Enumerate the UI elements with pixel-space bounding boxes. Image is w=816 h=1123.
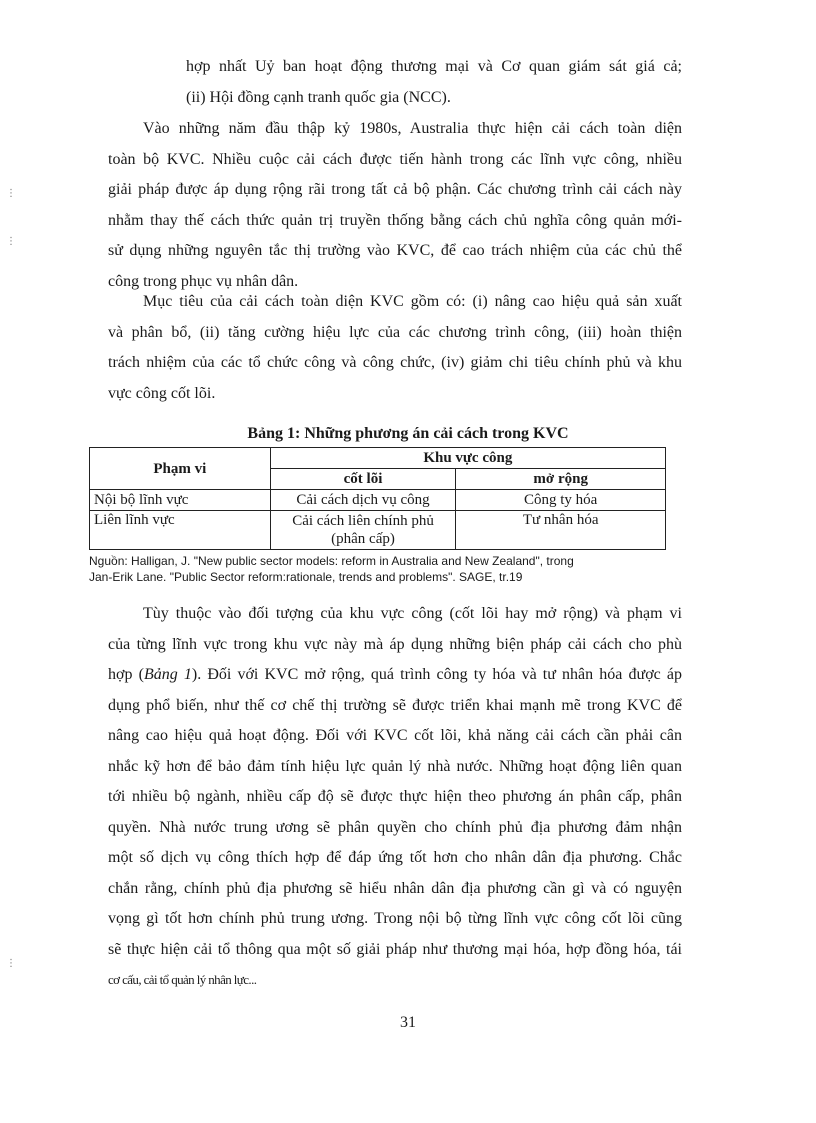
text-line: vọng gì tốt hơn chính phủ trung ương. Trong nội bộ từng lĩnh vực công cốt lõi cũng bbox=[108, 910, 682, 927]
text-line: công trong phục vụ nhân dân. bbox=[108, 272, 299, 290]
text-line: của từng lĩnh vực trong khu vực này mà áp dụng những biện pháp cải cách cho phù bbox=[108, 635, 682, 653]
text-line: (ii) Hội đồng cạnh tranh quốc gia (NCC). bbox=[186, 88, 451, 106]
text-line: cơ cấu, cải tổ quản lý nhân lực... bbox=[108, 972, 257, 987]
text-fragment: hợp ( bbox=[108, 666, 144, 683]
header-scope: Phạm vi bbox=[90, 448, 271, 490]
text-line: tới nhiều bộ ngành, nhiều cấp độ sẽ được thực hiện theo phương án phân cấp, phân bbox=[108, 788, 682, 805]
text-line: toàn bộ KVC. Nhiều cuộc cải cách được tiến hành trong các lĩnh vực công, nhiều bbox=[108, 150, 682, 168]
cell-core: Cải cách dịch vụ công bbox=[270, 490, 456, 511]
source-line: Jan-Erik Lane. "Public Sector reform:rationale, trends and problems". SAGE, tr.19 bbox=[89, 570, 523, 584]
text-line: vực công cốt lõi. bbox=[108, 384, 216, 402]
text-line: nhằm thay thế cách thức quản trị truyền thống bằng cách chủ nghĩa công quản mới- bbox=[108, 211, 682, 229]
cell-scope: Liên lĩnh vực bbox=[90, 511, 271, 550]
header-extended: mở rộng bbox=[456, 469, 666, 490]
paragraph-top bbox=[186, 52, 682, 113]
text-line: giải pháp được áp dụng rộng rãi trong tất cả bộ phận. Các chương trình cải cách này bbox=[108, 181, 682, 198]
cell-core-note: (phân cấp) bbox=[331, 531, 395, 547]
text-line: nâng cao hiệu quả hoạt động. Đối với KVC cốt lõi, khả năng cải cách cần phải cân bbox=[108, 727, 682, 744]
text-line: sử dụng những nguyên tắc thị trường vào KVC, để cao trách nhiệm của các chủ thể bbox=[108, 242, 682, 259]
cell-extended: Tư nhân hóa bbox=[456, 511, 666, 550]
cell-core-text: Cải cách liên chính phủ bbox=[292, 513, 434, 529]
text-line: nhắc kỹ hơn để bảo đảm tính hiệu lực quản lý nhà nước. Những hoạt động liên quan bbox=[108, 757, 682, 775]
margin-mark: ⋮ bbox=[6, 188, 16, 199]
text-line bbox=[108, 660, 682, 691]
text-line: chắn rằng, chính phủ địa phương sẽ hiểu nhân dân địa phương cần gì và có nguyện bbox=[108, 879, 682, 897]
text-line: và phân bổ, (ii) tăng cường hiệu lực của các chương trình công, (iii) hoàn thiện bbox=[108, 323, 682, 341]
paragraph-reform bbox=[108, 114, 682, 297]
text-line: Tùy thuộc vào đối tượng của khu vực công (cốt lõi hay mở rộng) và phạm vi bbox=[143, 605, 682, 622]
cell-extended: Công ty hóa bbox=[456, 490, 666, 511]
text-line: hợp nhất Uỷ ban hoạt động thương mại và Cơ quan giám sát giá cả; bbox=[186, 58, 682, 75]
reform-options-table bbox=[89, 447, 666, 550]
text-line: sẽ thực hiện cải tổ thông qua một số giải pháp như thương mại hóa, hợp đồng hóa, tái bbox=[108, 940, 682, 958]
source-line: Nguồn: Halligan, J. "New public sector models: reform in Australia and New Zealand", trong bbox=[89, 554, 574, 568]
text-line: trách nhiệm của các tổ chức công và công chức, (iv) giảm chi tiêu chính phủ và khu bbox=[108, 354, 682, 371]
cell-core bbox=[270, 511, 456, 550]
text-line: quyền. Nhà nước trung ương sẽ phân quyền cho chính phủ địa phương đảm nhận bbox=[108, 818, 682, 836]
paragraph-goals bbox=[108, 287, 682, 409]
page-number: 31 bbox=[400, 1014, 416, 1031]
paragraph-apply bbox=[108, 599, 682, 996]
text-fragment: ). Đối với KVC mở rộng, quá trình công ty hóa và tư nhân hóa được áp bbox=[191, 666, 683, 683]
text-line: Mục tiêu của cải cách toàn diện KVC gồm có: (i) nâng cao hiệu quả sản xuất bbox=[143, 293, 682, 310]
text-line: Vào những năm đầu thập kỷ 1980s, Australia thực hiện cải cách toàn diện bbox=[143, 120, 682, 137]
table-source bbox=[89, 553, 682, 585]
header-public-sector: Khu vực công bbox=[270, 448, 665, 469]
header-core: cốt lõi bbox=[270, 469, 456, 490]
table-row bbox=[90, 511, 666, 550]
cell-scope: Nội bộ lĩnh vực bbox=[90, 490, 271, 511]
table-reference: Bảng 1 bbox=[143, 666, 192, 683]
margin-mark: ⋮ bbox=[6, 236, 16, 247]
text-line: một số dịch vụ công thích hợp để đáp ứng tốt hơn cho nhân dân địa phương. Chắc bbox=[108, 849, 682, 866]
margin-mark: ⋮ bbox=[6, 958, 16, 969]
table-caption: Bảng 1: Những phương án cải cách trong KVC bbox=[247, 425, 569, 442]
table-row bbox=[90, 490, 666, 511]
text-line: dụng phổ biến, như thế cơ chế thị trường sẽ được triển khai mạnh mẽ trong KVC để bbox=[108, 696, 682, 714]
